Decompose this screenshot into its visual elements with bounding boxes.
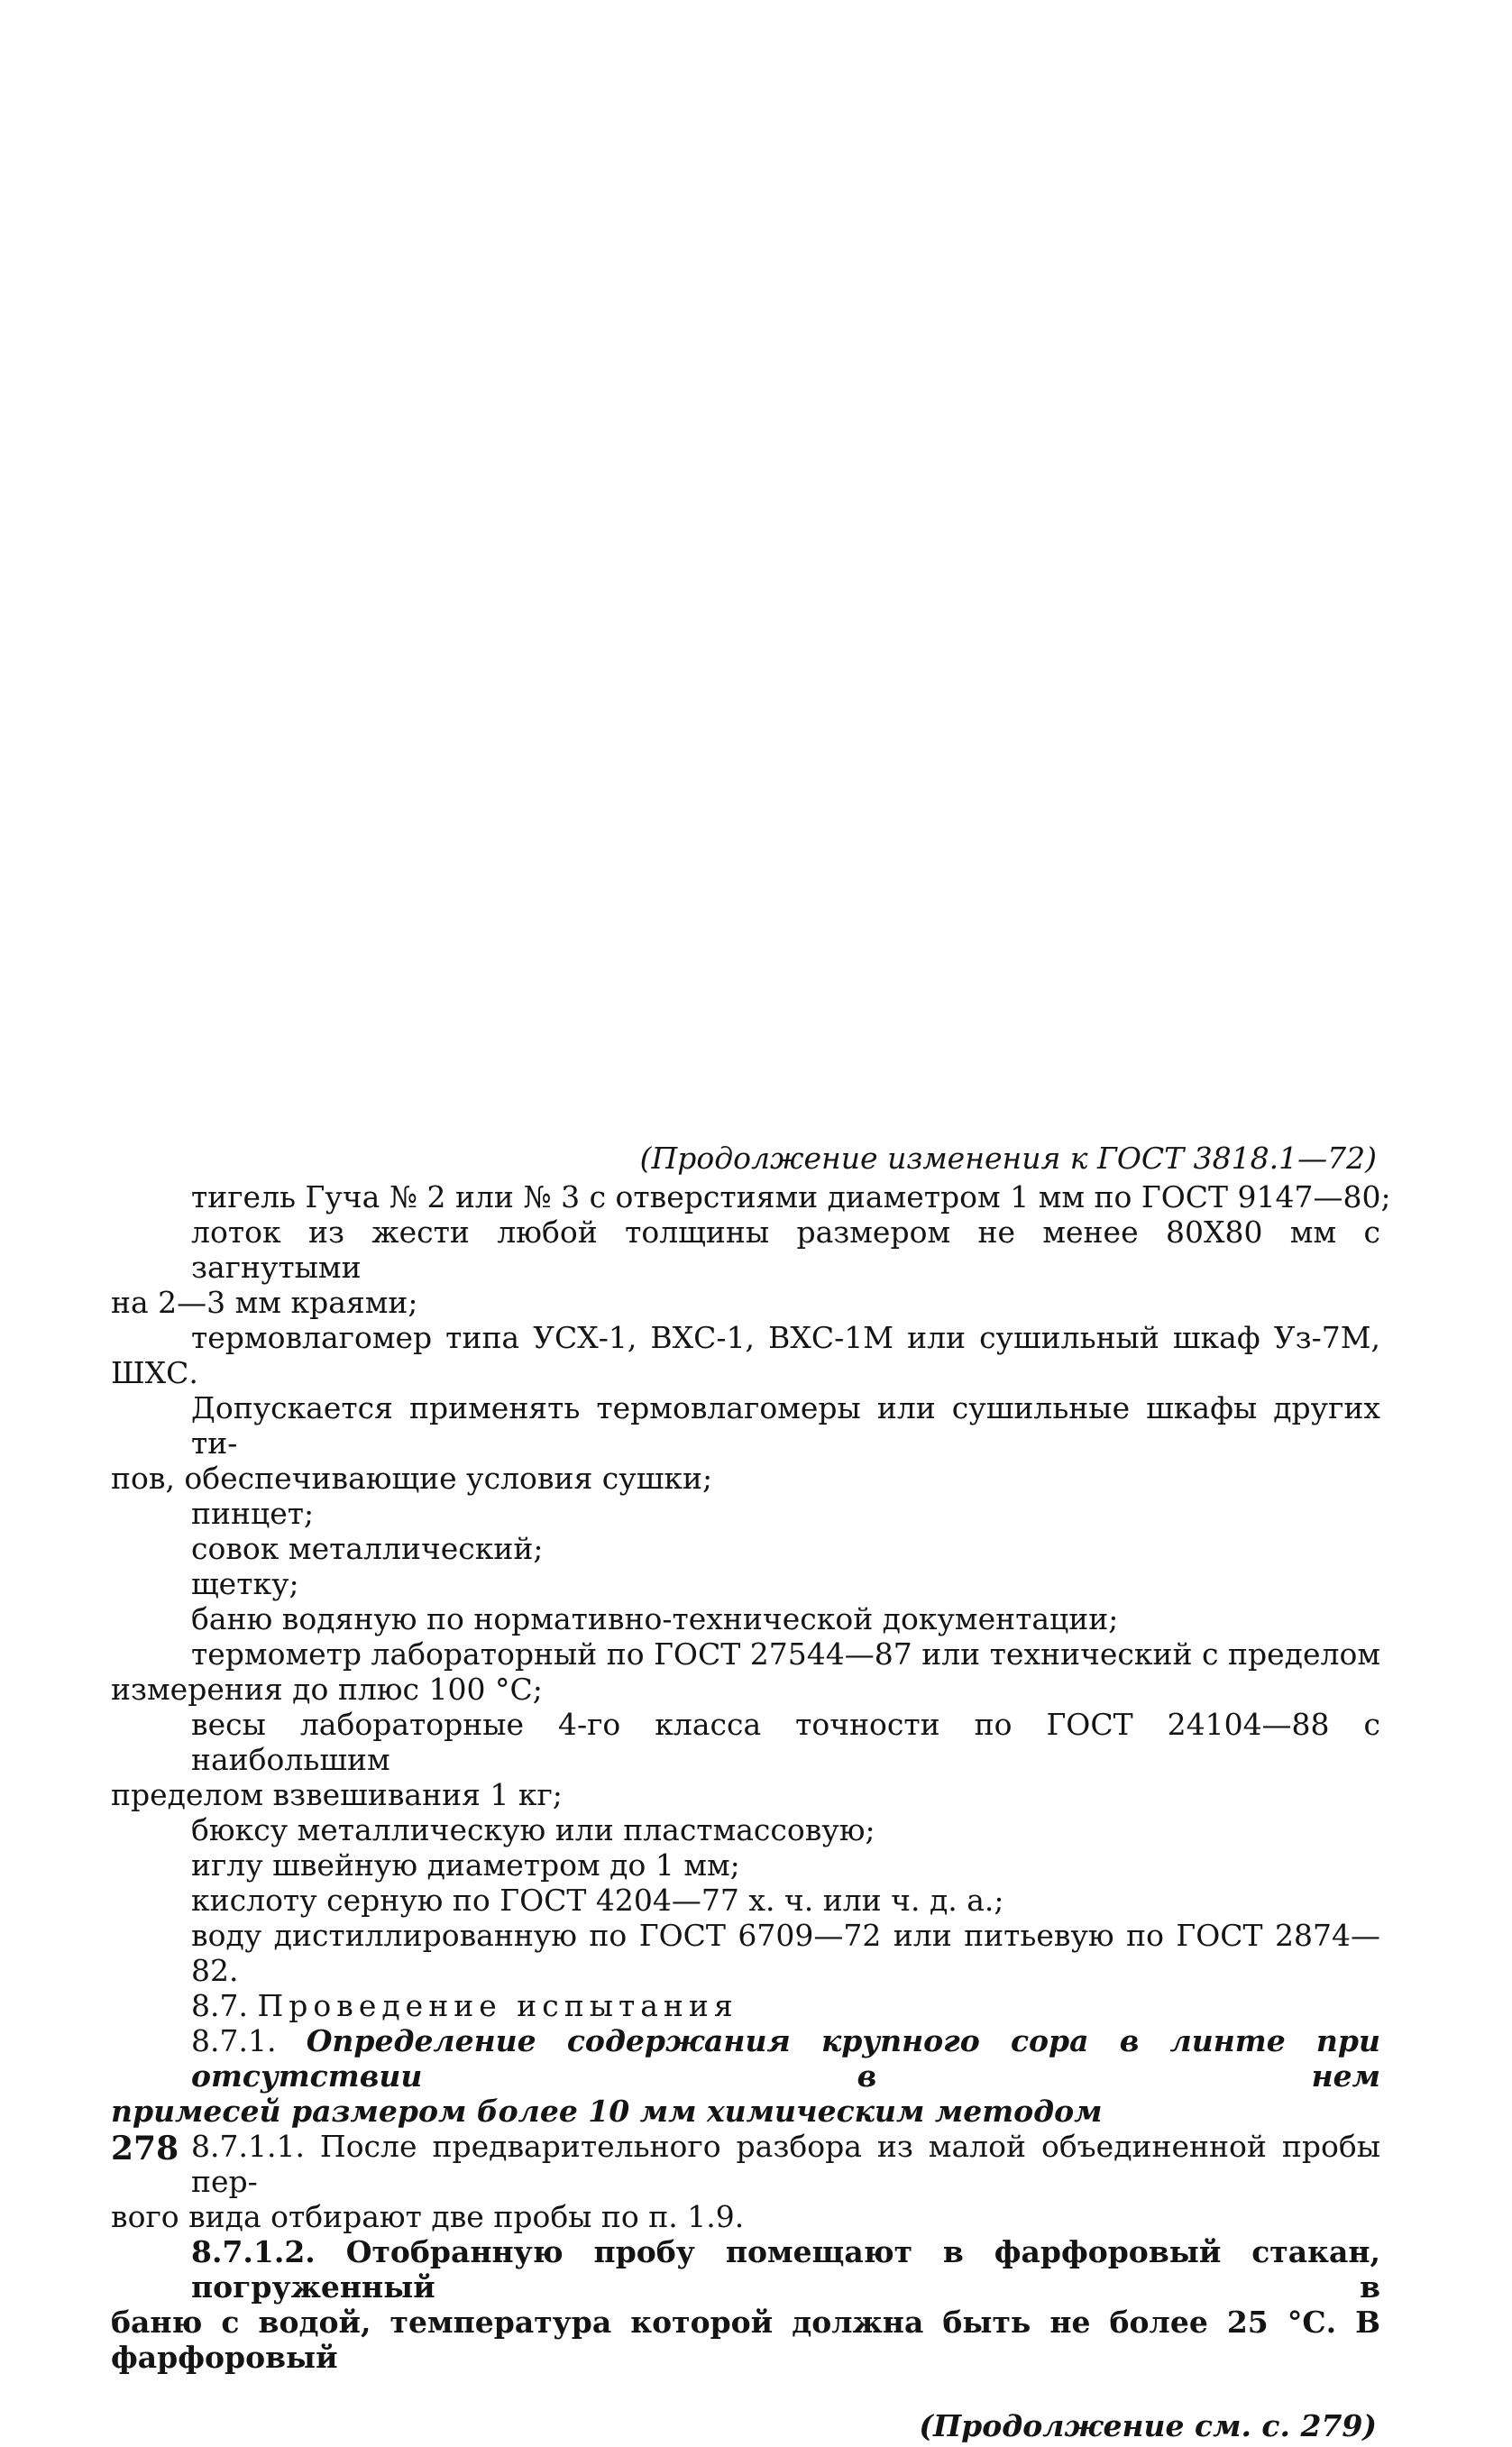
text-line: совок металлический; <box>191 1531 544 1566</box>
subsection-number: 8.7.1. <box>191 2023 277 2058</box>
subsection-heading-8-7-1 <box>111 2023 1380 2094</box>
text-line: лоток из жести любой толщины размером не менее 80Х80 мм с загнутыми <box>191 1214 1380 1285</box>
text-line: весы лабораторные 4-го класса точности по ГОСТ 24104—88 с наибольшим <box>191 1707 1380 1777</box>
subsection-title: Определение содержания крупного сора в линте при отсутствии в нем <box>191 2023 1380 2094</box>
text-line: кислоту серную по ГОСТ 4204—77 х. ч. или ч. д. а.; <box>191 1883 1004 1918</box>
text-line: воду дистиллированную по ГОСТ 6709—72 или питьевую по ГОСТ 2874—82. <box>191 1918 1380 1988</box>
text-line: ШХС. <box>111 1355 198 1390</box>
continuation-footer: (Продолжение см. с. 279) <box>919 2408 1377 2443</box>
section-title: Проведение испытания <box>257 1988 738 2023</box>
section-heading-8-7 <box>111 1988 1380 2023</box>
text-line: иглу швейную диаметром до 1 мм; <box>191 1847 740 1883</box>
text-line: на 2—3 мм краями; <box>111 1285 418 1320</box>
text-line: баню водяную по нормативно-технической документации; <box>191 1601 1119 1636</box>
text-line: термовлагомер типа УСХ-1, ВХС-1, ВХС-1М или сушильный шкаф Уз-7М, <box>191 1320 1380 1355</box>
paragraph-8-7-1-2-line: 8.7.1.2. Отобранную пробу помещают в фарфоровый стакан, погруженный в <box>191 2234 1380 2305</box>
text-line: измерения до плюс 100 °С; <box>111 1672 543 1707</box>
section-number: 8.7. <box>191 1988 248 2023</box>
text-line: пределом взвешивания 1 кг; <box>111 1777 563 1812</box>
text-line: щетку; <box>191 1566 299 1601</box>
paragraph-8-7-1-1-line: 8.7.1.1. После предварительного разбора из малой объединенной пробы пер- <box>191 2129 1380 2199</box>
subsection-title-continued: примесей размером более 10 мм химическим методом <box>111 2094 1103 2129</box>
continuation-header: (Продолжение изменения к ГОСТ 3818.1—72) <box>639 1141 1377 1176</box>
text-line: пинцет; <box>191 1496 315 1531</box>
text-line: бюксу металлическую или пластмассовую; <box>191 1812 875 1847</box>
text-line: пов, обеспечивающие условия сушки; <box>111 1461 713 1496</box>
paragraph-8-7-1-1-line: вого вида отбирают две пробы по п. 1.9. <box>111 2199 745 2234</box>
text-line: тигель Гуча № 2 или № 3 с отверстиями диаметром 1 мм по ГОСТ 9147—80; <box>191 1179 1391 1214</box>
paragraph-8-7-1-2-line: баню с водой, температура которой должна быть не более 25 °С. В фарфоровый <box>111 2305 1380 2375</box>
page-number: 278 <box>111 2130 179 2167</box>
text-line: Допускается применять термовлагомеры или сушильные шкафы других ти- <box>191 1390 1380 1461</box>
document-text <box>111 1138 1391 2447</box>
text-line: термометр лабораторный по ГОСТ 27544—87 или технический с пределом <box>191 1636 1380 1672</box>
